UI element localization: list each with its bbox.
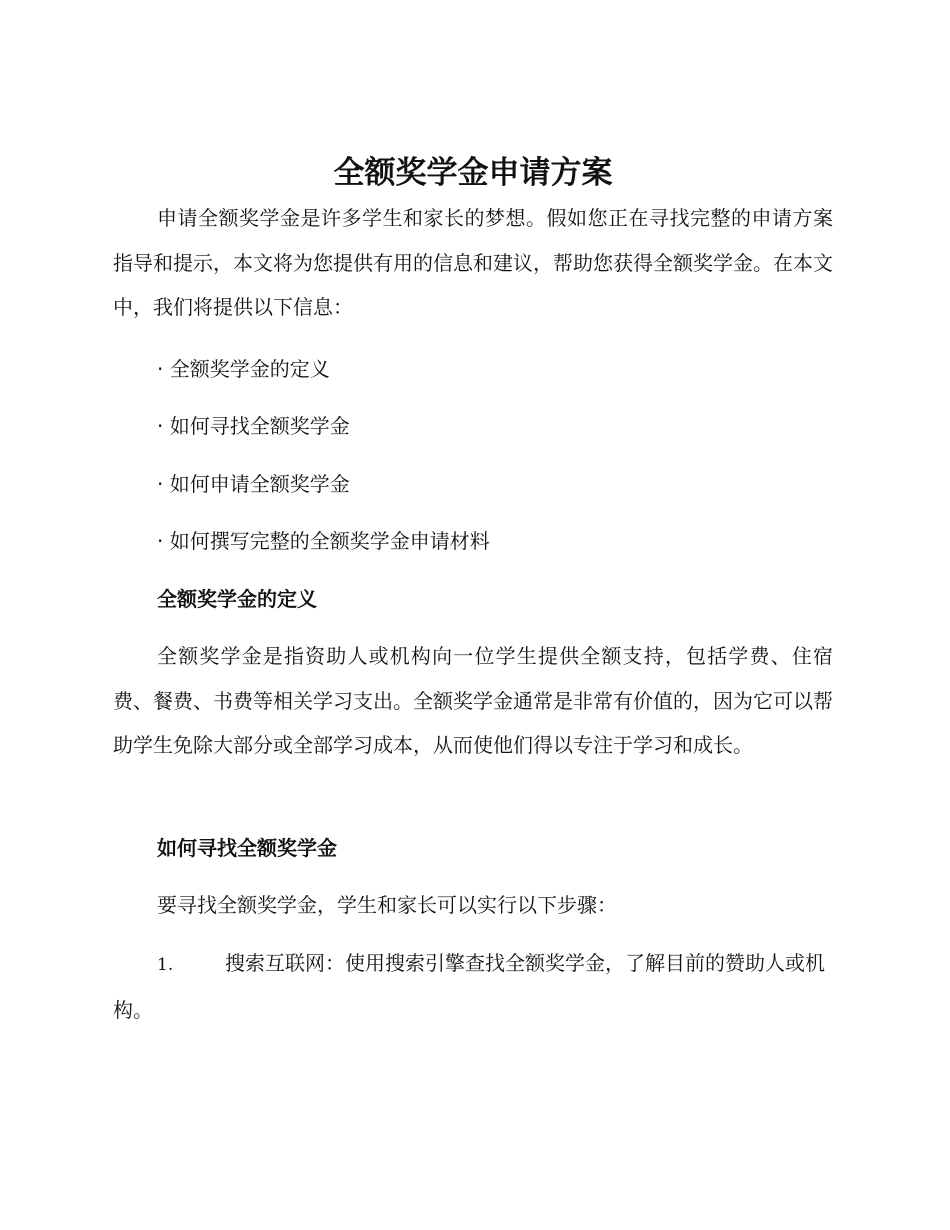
bullet-item: · 如何申请全额奖学金 [157,472,350,496]
definition-paragraph: 全额奖学金是指资助人或机构向一位学生提供全额支持，包括学费、住宿费、餐费、书费等相关学习支出。全额奖学金通常是非常有价值的，因为它可以帮助学生免除大部分或全部学习成本，从而使他们得以专注于学习和成长。 [113,644,833,757]
section-heading-definition: 全额奖学金的定义 [157,587,317,611]
step-text: 搜索互联网：使用搜索引擎查找全额奖学金，了解目前的赞助人或机构。 [113,951,825,1022]
bullet-item: · 全额奖学金的定义 [157,357,330,381]
find-intro-paragraph: 要寻找全额奖学金，学生和家长可以实行以下步骤： [157,893,617,917]
step-number: 1. [157,955,174,975]
bullet-item: · 如何寻找全额奖学金 [157,414,350,438]
intro-paragraph: 申请全额奖学金是许多学生和家长的梦想。假如您正在寻找完整的申请方案指导和提示，本文将为您提供有用的信息和建议，帮助您获得全额奖学金。在本文中，我们将提供以下信息： [113,206,833,319]
step-item [113,941,833,1032]
bullet-item: · 如何撰写完整的全额奖学金申请材料 [157,529,490,553]
section-heading-find: 如何寻找全额奖学金 [157,836,337,860]
document-title: 全额奖学金申请方案 [333,155,613,191]
